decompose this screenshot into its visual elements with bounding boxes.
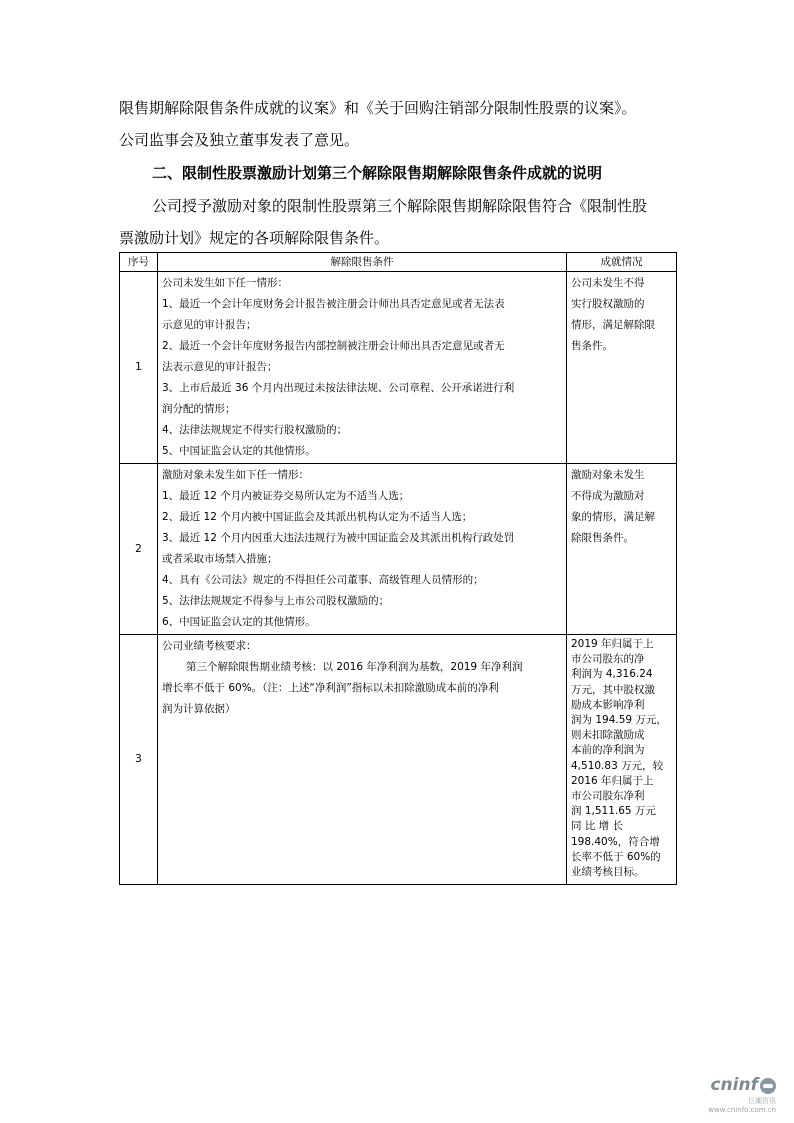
result-line: 198.40%，符合增: [571, 835, 660, 848]
table-row: [120, 272, 677, 464]
row-result: [567, 272, 677, 464]
result-line: 本前的净利润为: [571, 744, 645, 757]
condition-line: 2、最近一个会计年度财务报告内部控制被注册会计师出具否定意见或者无: [162, 340, 505, 352]
table-row: [120, 464, 677, 635]
condition-line: 公司未发生如下任一情形：: [162, 277, 288, 289]
result-line: 则未扣除激励成: [571, 729, 645, 742]
result-line: 售条件。: [571, 340, 613, 352]
row-result: [567, 464, 677, 635]
cninfo-logo: [708, 1075, 776, 1114]
result-line: 2016 年归属于上: [571, 774, 654, 787]
section-heading: 二、限制性股票激励计划第三个解除限售期解除限售条件成就的说明: [152, 164, 603, 182]
logo-mark-icon: [760, 1078, 776, 1094]
row-result: [567, 635, 677, 885]
paragraph-line: 票激励计划》规定的各项解除限售条件。: [119, 229, 390, 247]
table-header-row: [120, 253, 677, 272]
condition-line: 5、中国证监会认定的其他情形。: [162, 445, 316, 457]
condition-line: 3、上市后最近 36 个月内出现过未按法律法规、公司章程、公开承诺进行利: [162, 382, 515, 394]
condition-line: 4、具有《公司法》规定的不得担任公司董事、高级管理人员情形的；: [162, 574, 484, 586]
result-line: 4,510.83 万元，较: [571, 759, 664, 772]
paragraph-line: 公司监事会及独立董事发表了意见。: [119, 131, 360, 149]
condition-line: 激励对象未发生如下任一情形：: [162, 469, 309, 481]
condition-line: 6、中国证监会认定的其他情形。: [162, 616, 316, 628]
result-line: 长率不低于 60%的: [571, 850, 661, 863]
condition-line: 1、最近 12 个月内被证券交易所认定为不适当人选；: [162, 490, 410, 502]
result-line: 同 比 增 长: [571, 820, 624, 833]
logo-subtitle: 巨潮资讯: [748, 1097, 776, 1105]
result-line: 励成本影响净利: [571, 698, 645, 711]
result-line: 市公司股东净利: [571, 790, 645, 803]
row-conditions: [158, 635, 567, 885]
logo-text: cninf: [710, 1075, 758, 1095]
header-conditions: 解除限售条件: [158, 253, 567, 272]
condition-line: 公司业绩考核要求：: [162, 640, 257, 652]
condition-line: 增长率不低于 60%。（注：上述“净利润”指标以未扣除激励成本前的净利: [162, 682, 499, 694]
result-line: 情形，满足解除限: [571, 319, 655, 331]
condition-line: 润为计算依据）: [162, 703, 236, 715]
result-line: 润 1,511.65 万元: [571, 805, 656, 818]
result-line: 实行股权激励的: [571, 298, 645, 310]
condition-line: 4、法律法规规定不得实行股权激励的；: [162, 424, 348, 436]
condition-line: 5、法律法规规定不得参与上市公司股权激励的；: [162, 595, 390, 607]
table-row: [120, 635, 677, 885]
result-line: 市公司股东的净: [571, 653, 645, 666]
result-line: 业绩考核目标。: [571, 866, 645, 879]
result-line: 润为 194.59 万元，: [571, 714, 667, 727]
result-line: 激励对象未发生: [571, 469, 645, 481]
row-number: 1: [120, 272, 158, 464]
paragraph-line: 限售期解除限售条件成就的议案》和《关于回购注销部分限制性股票的议案》。: [119, 99, 637, 117]
condition-line: 2、最近 12 个月内被中国证监会及其派出机构认定为不适当人选；: [162, 511, 473, 523]
result-line: 除限售条件。: [571, 532, 634, 544]
row-number: 2: [120, 464, 158, 635]
row-conditions: [158, 464, 567, 635]
header-result: 成就情况: [567, 253, 677, 272]
result-line: 象的情形，满足解: [571, 511, 655, 523]
condition-line: 法表示意见的审计报告；: [162, 361, 278, 373]
condition-line: 1、最近一个会计年度财务会计报告被注册会计师出具否定意见或者无法表: [162, 298, 505, 310]
condition-line: 或者采取市场禁入措施；: [162, 553, 278, 565]
condition-line: 润分配的情形；: [162, 403, 236, 415]
header-seq: 序号: [120, 253, 158, 272]
result-line: 利润为 4,316.24: [571, 668, 653, 681]
condition-line: 第三个解除限售期业绩考核：以 2016 年净利润为基数，2019 年净利润: [186, 661, 523, 673]
result-line: 不得成为激励对: [571, 490, 645, 502]
result-line: 2019 年归属于上: [571, 638, 654, 650]
conditions-table: [119, 252, 677, 885]
result-line: 万元，其中股权激: [571, 683, 655, 696]
condition-line: 3、最近 12 个月内因重大违法违规行为被中国证监会及其派出机构行政处罚: [162, 532, 515, 544]
paragraph-line: 公司授予激励对象的限制性股票第三个解除限售期解除限售符合《限制性股: [152, 197, 648, 215]
row-number: 3: [120, 635, 158, 885]
condition-line: 示意见的审计报告；: [162, 319, 257, 331]
row-conditions: [158, 272, 567, 464]
result-line: 公司未发生不得: [571, 277, 645, 289]
logo-url: www.cninfo.com.cn: [708, 1106, 776, 1114]
